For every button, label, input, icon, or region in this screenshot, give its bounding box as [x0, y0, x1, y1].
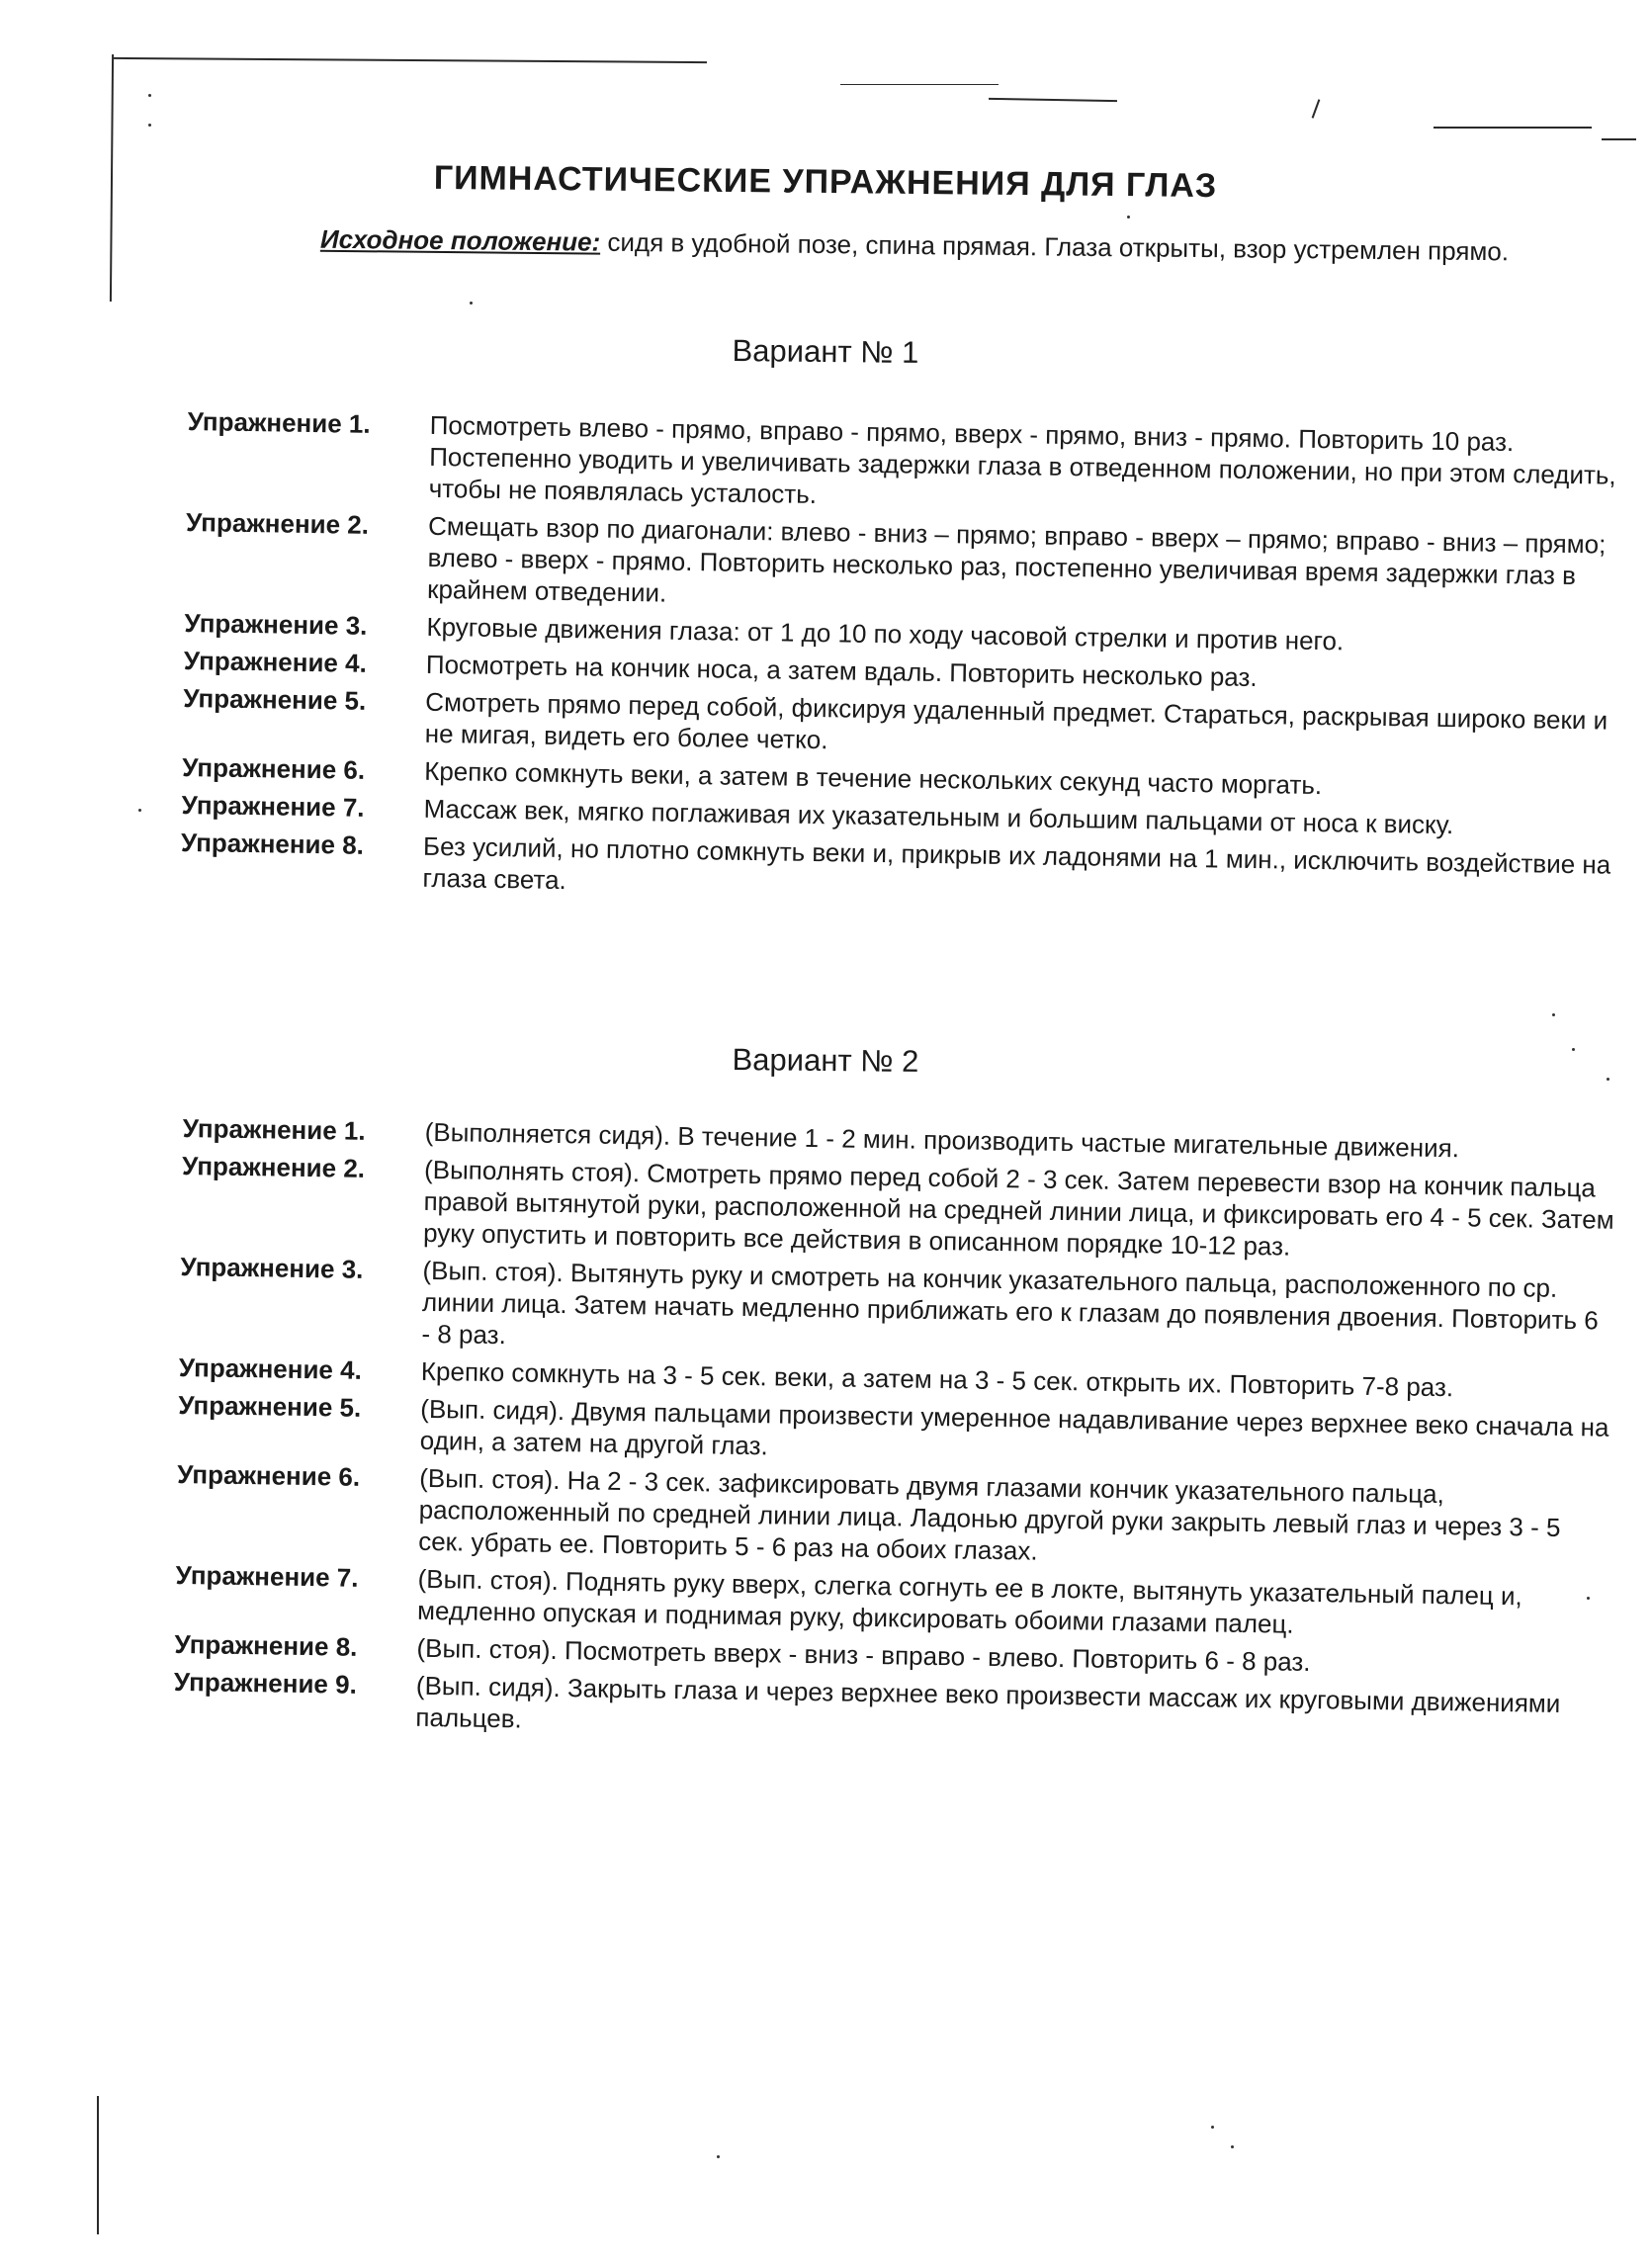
exercise-item — [185, 506, 1619, 624]
exercise-label: Упражнение 6. — [177, 1458, 361, 1492]
document-title: ГИМНАСТИЧЕСКИЕ УПРАЖНЕНИЯ ДЛЯ ГЛАЗ — [433, 158, 1218, 206]
exercise-label: Упражнение 5. — [178, 1389, 362, 1423]
scan-artifact-line — [1312, 99, 1321, 118]
exercise-text: (Вып. сидя). Закрыть глаза и через верхнее веко произвести массаж их круговыми движениями пальцев. — [415, 1670, 1561, 1734]
exercise-label: Упражнение 4. — [183, 645, 368, 678]
exercise-label: Упражнение 7. — [181, 789, 365, 823]
scan-artifact-line — [1602, 138, 1636, 140]
exercise-label: Упражнение 8. — [180, 827, 365, 860]
scan-artifact-line — [1434, 127, 1592, 129]
exercise-text: Массаж век, мягко поглаживая их указательным и большим пальцами от носа к виску. — [423, 793, 1454, 840]
scan-artifact-dot — [1231, 2145, 1234, 2148]
exercise-label: Упражнение 3. — [184, 607, 368, 641]
exercise-text: (Вып. стоя). Посмотреть вверх - вниз - вправо - влево. Повторить 6 - 8 раз. — [416, 1632, 1311, 1677]
scan-artifact-line — [97, 2096, 99, 2234]
scan-artifact-line — [840, 84, 999, 85]
exercise-item — [176, 1458, 1610, 1576]
variant-2-title: Вариант № 2 — [732, 1042, 919, 1079]
scan-artifact-line — [114, 57, 707, 63]
exercise-text: (Выполнять стоя). Смотреть прямо перед собой 2 - 3 сек. Затем перевести взор на кончик пальца правой вытянутой руки, расположенной на средней линии лица, и фиксировать его 4 - 5 сек. Затем руку опустить и повторить все действия в описанном порядке 10-12 раз. — [422, 1154, 1614, 1262]
exercise-label: Упражнение 2. — [185, 506, 370, 540]
scan-artifact-dot — [1127, 216, 1130, 218]
exercise-label: Упражнение 1. — [187, 405, 371, 439]
exercise-label: Упражнение 7. — [175, 1559, 359, 1593]
exercise-label: Упражнение 1. — [182, 1112, 366, 1146]
exercise-text: (Вып. стоя). Вытянуть руку и смотреть на кончик указательного пальца, расположенного по ср. линии лица. Затем начать медленно приближать его к глазам до появления двоения. Повторить 6 - 8 раз. — [421, 1255, 1599, 1351]
exercise-text: Посмотреть на кончик носа, а затем вдаль. Повторить несколько раз. — [425, 649, 1258, 693]
intro-text: сидя в удобной позе, спина прямая. Глаза открыты, взор устремлен прямо. — [600, 226, 1510, 267]
scan-artifact-dot — [470, 302, 473, 305]
intro-lead: Исходное положение: — [319, 223, 601, 257]
exercise-item — [181, 1150, 1615, 1267]
scan-artifact-dot — [1552, 1013, 1555, 1016]
exercise-label: Упражнение 9. — [173, 1666, 358, 1700]
exercise-label: Упражнение 6. — [182, 751, 366, 785]
exercise-text: Крепко сомкнуть на 3 - 5 сек. веки, а затем на 3 - 5 сек. открыть их. Повторить 7-8 раз. — [420, 1355, 1454, 1403]
exercise-label: Упражнение 8. — [174, 1628, 358, 1662]
exercise-text: Смещать взор по диагонали: влево - вниз – прямо; вправо - вверх – прямо; вправо - вниз – прямо; влево - вверх - прямо. Повторить несколько раз, постепенно увеличивая время задержки глаз в крайнем отведении. — [426, 510, 1607, 608]
scan-artifact-dot — [1211, 2126, 1214, 2129]
intro-paragraph — [222, 222, 1607, 270]
variant-2-exercises — [173, 1112, 1616, 1758]
exercise-label: Упражнение 2. — [181, 1150, 366, 1183]
exercise-text: Смотреть прямо перед собой, фиксируя удаленный предмет. Стараться, раскрывая широко веки и не мигая, видеть его более четко. — [424, 686, 1608, 755]
exercise-text: Крепко сомкнуть веки, а затем в течение нескольких секунд часто моргать. — [423, 755, 1323, 801]
exercise-text: Без усилий, но плотно сомкнуть веки и, прикрыв их ладонями на 1 мин., исключить воздействие на глаза света. — [422, 830, 1611, 896]
scan-artifact-dot — [138, 809, 141, 812]
exercise-item — [179, 1251, 1613, 1368]
exercise-item — [186, 405, 1620, 523]
exercise-text: Посмотреть влево - прямо, вправо - прямо, вверх - прямо, вниз - прямо. Повторить 10 раз. Постепенно уводить и увеличивать задержки глаза в отведенном положении, но при этом следить, чтобы не появлялась усталость. — [428, 409, 1616, 509]
exercise-label: Упражнение 4. — [178, 1352, 363, 1385]
exercise-label: Упражнение 5. — [183, 682, 367, 716]
scan-artifact-dot — [717, 2155, 720, 2158]
variant-1-title: Вариант № 1 — [732, 333, 919, 370]
scan-artifact-dot — [148, 94, 151, 97]
exercise-text: (Выполняется сидя). В течение 1 - 2 мин. производить частые мигательные движения. — [424, 1116, 1460, 1164]
exercise-text: (Вып. стоя). На 2 - 3 сек. зафиксировать двумя глазами кончик указательного пальца, расположенный по средней линии лица. Ладонью другой руки закрыть левый глаз и через 3 - 5 сек. убрать ее. Повторить 5 - 6 раз на обоих глазах. — [417, 1462, 1561, 1566]
scan-artifact-dot — [148, 124, 151, 127]
exercise-text: (Вып. стоя). Поднять руку вверх, слегка согнуть ее в локте, вытянуть указательный палец и, медленно опуская и поднимая руку, фиксировать обоими глазами палец. — [416, 1563, 1523, 1639]
exercise-text: Круговые движения глаза: от 1 до 10 по ходу часовой стрелки и против него. — [426, 611, 1345, 656]
exercise-label: Упражнение 3. — [180, 1251, 364, 1284]
exercise-text: (Вып. сидя). Двумя пальцами произвести умеренное надавливание через верхнее веко сначала на один, а затем на другой глаз. — [419, 1393, 1609, 1461]
scan-artifact-line — [989, 98, 1117, 102]
variant-1-exercises — [180, 405, 1621, 918]
